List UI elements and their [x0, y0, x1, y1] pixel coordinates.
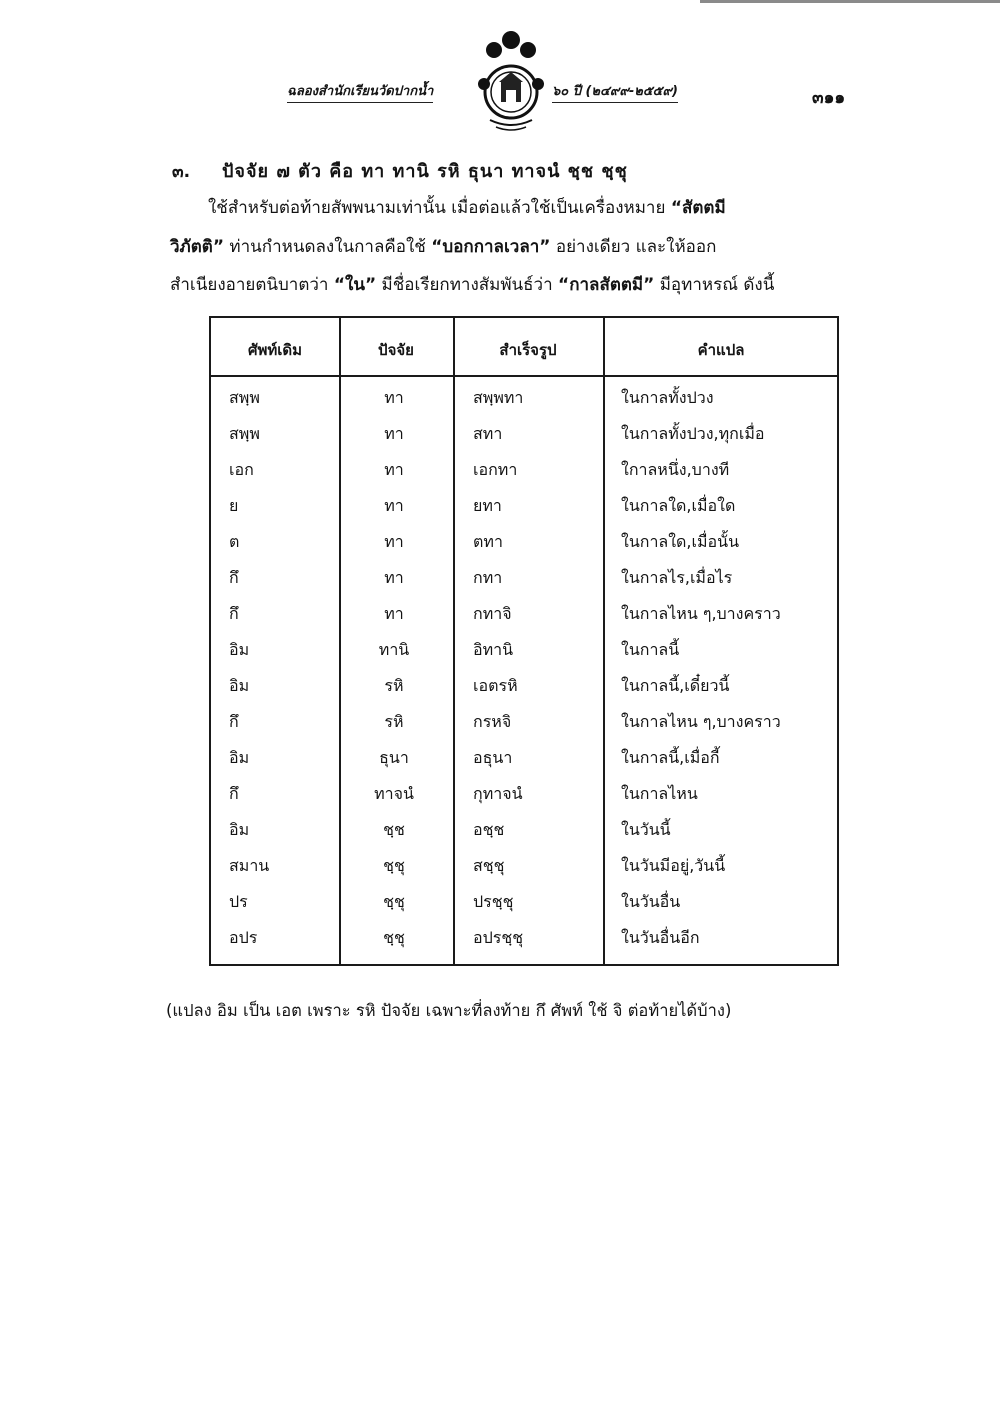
meaning-cell: ในกาลนี้ [621, 640, 680, 659]
meaning-cell: ในกาลทั้งปวง,ทุกเมื่อ [621, 424, 765, 443]
paragraph-text: มีชื่อเรียกทางสัมพันธ์ว่า [376, 275, 559, 295]
table-row [211, 524, 837, 560]
paragraph-line-1 [208, 194, 726, 221]
result-cell: กทาจิ [473, 604, 512, 623]
paragraph-emphasis: วิภัตติ” [170, 237, 225, 257]
paragraph-text: สำเนียงอายตนิบาตว่า [170, 275, 334, 295]
meaning-cell: ในกาลใด,เมื่อใด [621, 496, 736, 515]
base-word-cell: ปร [229, 892, 248, 911]
column-header: คำแปล [697, 341, 745, 359]
table-row [211, 668, 837, 704]
table-row [211, 740, 837, 776]
base-word-cell: สมาน [229, 856, 270, 875]
header-title: ฉลองสำนักเรียนวัดปากน้ำ [287, 80, 433, 103]
result-cell: สชฺชุ [473, 856, 505, 875]
paragraph-line-3 [170, 271, 774, 298]
column-header: ศัพท์เดิม [247, 341, 303, 359]
meaning-cell: ในกาลไหน [621, 784, 698, 803]
header-divider [211, 375, 837, 377]
table-row [211, 416, 837, 452]
result-cell: อชฺช [473, 820, 505, 839]
table-row [211, 560, 837, 596]
result-cell: ยทา [473, 496, 502, 515]
page-header [0, 0, 1000, 140]
table-row [211, 920, 837, 956]
suffix-cell: รหิ [384, 712, 404, 731]
base-word-cell: กึ [229, 784, 239, 803]
table-row [211, 776, 837, 812]
suffix-cell: ชฺชุ [383, 892, 405, 911]
suffix-cell: รหิ [384, 676, 404, 695]
meaning-cell: ในวันอื่น [621, 892, 681, 911]
paragraph-emphasis: “สัตตมี [670, 198, 726, 218]
suffix-cell: ทา [384, 460, 404, 479]
section-number: ๓. [172, 162, 191, 182]
suffix-cell: ชฺชุ [383, 856, 405, 875]
suffix-cell: ทา [384, 424, 404, 443]
meaning-cell: ในวันมีอยู่,วันนี้ [621, 856, 726, 875]
result-cell: เอกทา [473, 460, 518, 479]
result-cell: ปรชฺชุ [473, 892, 514, 911]
header-anniversary: ๖๐ ปี (๒๔๙๙-๒๕๕๙) [552, 80, 678, 103]
result-cell: อปรชฺชุ [473, 928, 524, 947]
result-cell: สทา [473, 424, 503, 443]
paragraph-text: อย่างเดียว และให้ออก [550, 237, 717, 257]
meaning-cell: ในกาลไหน ๆ,บางคราว [621, 604, 781, 623]
meaning-cell: ในกาลไร,เมื่อไร [621, 568, 733, 587]
paragraph-text: มีอุทาหรณ์ ดังนี้ [654, 275, 775, 295]
base-word-cell: อปร [229, 928, 258, 947]
meaning-cell: ในกาลนี้,เดี๋ยวนี้ [621, 676, 730, 695]
suffix-cell: ทานิ [378, 640, 410, 659]
meaning-cell: ใกาลหนึ่ง,บางที [621, 460, 730, 479]
table-row [211, 452, 837, 488]
suffix-cell: ทา [384, 388, 404, 407]
paragraph-text: ท่านกำหนดลงในกาลคือใช้ [224, 237, 432, 257]
table-row [211, 848, 837, 884]
base-word-cell: อิม [229, 820, 250, 839]
suffix-cell: ทา [384, 604, 404, 623]
table-row [211, 596, 837, 632]
meaning-cell: ในกาลทั้งปวง [621, 388, 714, 407]
base-word-cell: กึ [229, 568, 239, 587]
suffix-cell: ทา [384, 532, 404, 551]
result-cell: กรหจิ [473, 712, 512, 731]
base-word-cell: กึ [229, 604, 239, 623]
section-title: ปัจจัย ๗ ตัว คือ ทา ทานิ รหิ ธุนา ทาจนํ ชฺช ชฺชุ [222, 161, 628, 182]
table-row [211, 884, 837, 920]
footnote: (แปลง อิม เป็น เอต เพราะ รหิ ปัจจัย เฉพาะที่ลงท้าย กึ ศัพท์ ใช้ จิ ต่อท้ายได้บ้าง) [166, 1001, 732, 1020]
meaning-cell: ในกาลนี้,เมื่อกี้ [621, 748, 720, 767]
temple-emblem-icon [470, 30, 552, 134]
meaning-cell: ในกาลไหน ๆ,บางคราว [621, 712, 781, 731]
table-row [211, 380, 837, 416]
meaning-cell: ในวันอื่นอีก [621, 928, 700, 947]
meaning-cell: ในวันนี้ [621, 820, 671, 839]
column-header: สำเร็จรูป [499, 341, 557, 359]
paragraph-text: ใช้สำหรับต่อท้ายสัพพนามเท่านั้น เมื่อต่อแล้วใช้เป็นเครื่องหมาย [208, 198, 671, 218]
result-cell: อธุนา [473, 748, 513, 767]
page-number: ๓๑๑ [812, 88, 846, 108]
meaning-cell: ในกาลใด,เมื่อนั้น [621, 532, 740, 551]
table-row [211, 488, 837, 524]
result-cell: กุทาจนํ [473, 784, 523, 803]
suffix-cell: ชฺช [383, 820, 405, 839]
suffix-cell: ทา [384, 568, 404, 587]
base-word-cell: สพฺพ [229, 388, 260, 407]
result-cell: กทา [473, 568, 503, 587]
base-word-cell: สพฺพ [229, 424, 260, 443]
suffix-cell: ธุนา [379, 748, 409, 767]
suffix-table [209, 316, 839, 966]
result-cell: อิทานิ [473, 640, 514, 659]
suffix-cell: ทาจนํ [374, 784, 414, 803]
result-cell: เอตรหิ [473, 676, 518, 695]
paragraph-emphasis: “ใน” [333, 275, 377, 295]
suffix-cell: ทา [384, 496, 404, 515]
base-word-cell: ต [229, 532, 240, 551]
table-row [211, 632, 837, 668]
column-header: ปัจจัย [378, 341, 414, 359]
base-word-cell: ย [229, 496, 239, 515]
base-word-cell: กึ [229, 712, 239, 731]
result-cell: สพฺพทา [473, 388, 524, 407]
table-body [211, 380, 837, 956]
base-word-cell: อิม [229, 748, 250, 767]
paragraph-emphasis: “บอกกาลเวลา” [431, 237, 551, 257]
table-row [211, 812, 837, 848]
result-cell: ตทา [473, 532, 503, 551]
base-word-cell: อิม [229, 676, 250, 695]
suffix-cell: ชฺชุ [383, 928, 405, 947]
base-word-cell: อิม [229, 640, 250, 659]
table-row [211, 704, 837, 740]
base-word-cell: เอก [229, 460, 254, 479]
paragraph-emphasis: “กาลสัตตมี” [558, 275, 655, 295]
paragraph-line-2 [170, 233, 716, 260]
